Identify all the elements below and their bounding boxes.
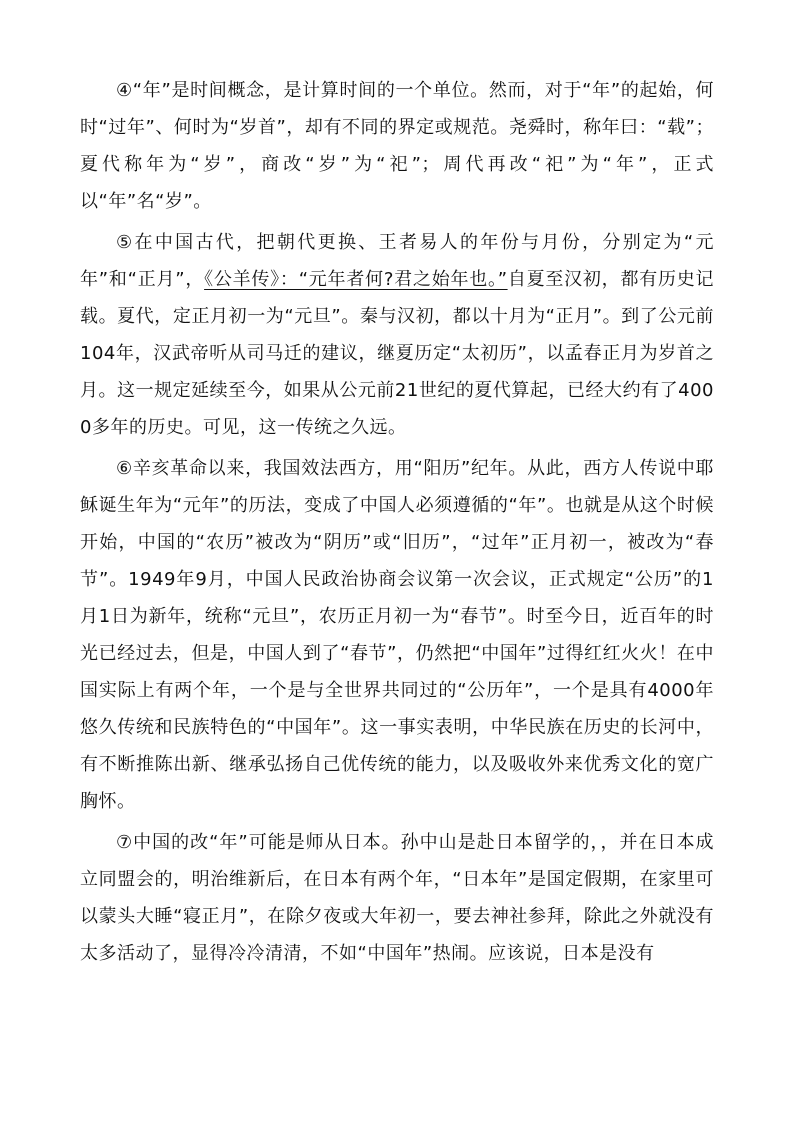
paragraph-5-rest: 自夏至汉初，都有历史记载。夏代，定正月初一为“元旦”。秦与汉初，都以十月为“正月”。到了公元前104年，汉武帝听从司马迁的建议，继夏历定“太初历”，以孟春正月为岁首之月。这一规定延续至今，如果从公元前21世纪的夏代算起，已经大约有了4000多年的历史。可见，这一传统之久远。 <box>80 269 715 438</box>
paragraph-4: ④“年”是时间概念，是计算时间的一个单位。然而，对于“年”的起始，何时“过年”、何时为“岁首”，却有不同的界定或规范。尧舜时，称年曰：“载”；夏代称年为“岁”，商改“岁”为“祀”；周代再改“祀”为“年”，正式以“年”名“岁”。 <box>80 80 714 212</box>
document-page <box>80 72 714 972</box>
gongyang-quote-underlined: 《公羊传》：“元年者何?君之始年也。” <box>204 269 508 290</box>
paragraph-5 <box>80 224 714 446</box>
paragraph-5-lead: ⑤在中国古代，把朝代更换、王者易人的年份与月份，分别定为“元年”和“正月”， <box>80 232 714 290</box>
paragraph-6: ⑥辛亥革命以来，我国效法西方，用“阳历”纪年。从此，西方人传说中耶稣诞生年为“元年”的历法，变成了中国人必须遵循的“年”。也就是从这个时候开始，中国的“农历”被改为“阴历”或“旧历”，“过年”正月初一，被改为“春节”。1949年9月，中国人民政治协商会议第一次会议，正式规定“公历”的1月1日为新年，统称“元旦”，农历正月初一为“春节”。时至今日，近百年的时光已经过去，但是，中国人到了“春节”，仍然把“中国年”过得红红火火！在中国实际上有两个年，一个是与全世界共同过的“公历年”，一个是具有4000年悠久传统和民族特色的“中国年”。这一事实表明，中华民族在历史的长河中，有不断推陈出新、继承弘扬自己优传统的能力，以及吸收外来优秀文化的宽广胸怀。 <box>80 458 714 812</box>
paragraph-7: ⑦中国的改“年”可能是师从日本。孙中山是赴日本留学的，，并在日本成立同盟会的，明治维新后，在日本有两个年，“日本年”是国定假期，在家里可以蒙头大睡“寝正月”，在除夕夜或大年初一，要去神社参拜，除此之外就没有太多活动了，显得冷冷清清，不如“中国年”热闹。应该说，日本是没有 <box>80 832 714 964</box>
